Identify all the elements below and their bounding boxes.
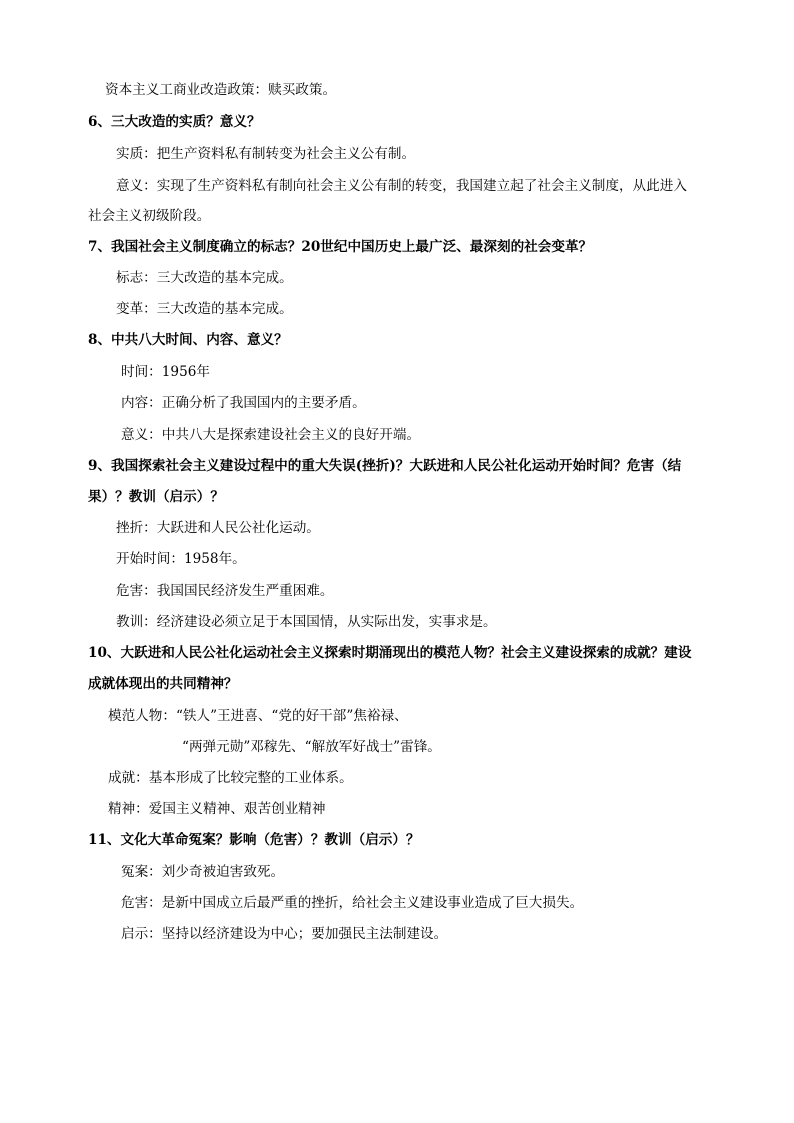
question-6-heading: 6、三大改造的实质？意义？ xyxy=(88,114,261,130)
question-8-heading: 8、中共八大时间、内容、意义？ xyxy=(88,332,288,348)
answer-line: 精神：爱国主义精神、艰苦创业精神 xyxy=(108,801,326,817)
answer-line: 教训：经济建设必须立足于本国国情，从实际出发，实事求是。 xyxy=(116,614,497,630)
answer-line: 开始时间：1958年。 xyxy=(116,551,246,567)
answer-line: 模范人物：“铁人”王进喜、“党的好干部”焦裕禄、 xyxy=(108,708,408,724)
answer-line: 内容：正确分析了我国国内的主要矛盾。 xyxy=(121,395,366,411)
text-line: 资本主义工商业改造政策：赎买政策。 xyxy=(105,82,337,98)
question-9-heading: 9、我国探索社会主义建设过程中的重大失误(挫折)？大跃进和人民公社化运动开始时间？危害（结 xyxy=(88,458,682,474)
answer-line: 意义：中共八大是探索建设社会主义的良好开端。 xyxy=(121,427,421,443)
answer-line: 变革：三大改造的基本完成。 xyxy=(116,301,293,317)
answer-line: 标志：三大改造的基本完成。 xyxy=(116,270,293,286)
question-9-heading-continued: 果）？教训（启示）？ xyxy=(88,489,224,505)
answer-line: 意义：实现了生产资料私有制向社会主义公有制的转变，我国建立起了社会主义制度，从此进入 xyxy=(116,178,687,194)
answer-line: 危害：是新中国成立后最严重的挫折，给社会主义建设事业造成了巨大损失。 xyxy=(121,895,584,911)
answer-line: 危害：我国国民经济发生严重困难。 xyxy=(116,583,334,599)
question-11-heading: 11、文化大革命冤案？影响（危害）？教训（启示）？ xyxy=(88,832,420,848)
question-10-heading-continued: 成就体现出的共同精神？ xyxy=(88,676,238,692)
answer-line: 时间：1956年 xyxy=(121,364,210,380)
question-10-heading: 10、大跃进和人民公社化运动社会主义探索时期涌现出的模范人物？社会主义建设探索的成就？建设 xyxy=(88,645,692,661)
answer-line: 挫折：大跃进和人民公社化运动。 xyxy=(116,520,320,536)
answer-line: 实质：把生产资料私有制转变为社会主义公有制。 xyxy=(116,146,416,162)
answer-line: 冤案：刘少奇被迫害致死。 xyxy=(121,864,285,880)
answer-line: 成就：基本形成了比较完整的工业体系。 xyxy=(108,770,353,786)
answer-line-continued: “两弹元勋”邓稼先、“解放军好战士”雷锋。 xyxy=(182,739,441,755)
answer-line: 启示：坚持以经济建设为中心；要加强民主法制建设。 xyxy=(121,926,448,942)
question-7-heading: 7、我国社会主义制度确立的标志？20世纪中国历史上最广泛、最深刻的社会变革？ xyxy=(88,239,593,255)
answer-line-continued: 社会主义初级阶段。 xyxy=(88,208,211,224)
